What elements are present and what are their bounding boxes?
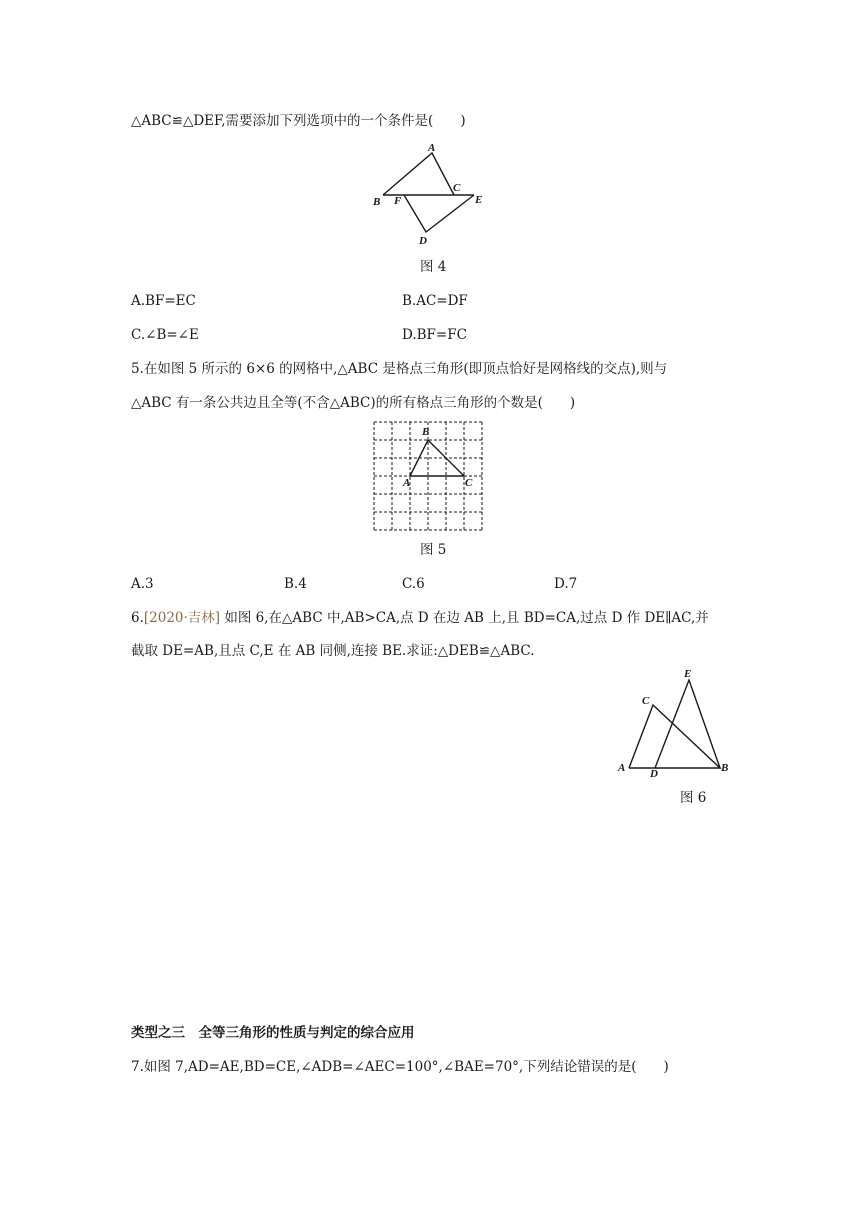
- point-b-label: B: [422, 426, 430, 438]
- q6-number: 6.: [131, 610, 144, 626]
- q4-option-d: D.BF=FC: [402, 327, 467, 343]
- q4-stem: △ABC≌△DEF,需要添加下列选项中的一个条件是( ): [131, 113, 466, 129]
- q4-option-b: B.AC=DF: [402, 293, 468, 309]
- figure-4-caption: 图 4: [420, 259, 447, 275]
- q6-stem-line2: 截取 DE=AB,且点 C,E 在 AB 同侧,连接 BE.求证:△DEB≌△ABC.: [131, 643, 535, 659]
- point-a-label: A: [403, 477, 411, 489]
- point-c-label: C: [453, 182, 461, 194]
- q5-option-c: C.6: [402, 576, 425, 592]
- point-d-label: D: [419, 235, 427, 247]
- q5-option-d: D.7: [554, 576, 578, 592]
- figure-5-caption: 图 5: [420, 542, 447, 558]
- point-a-label: A: [428, 142, 436, 154]
- point-f-label: F: [394, 195, 402, 207]
- figure-6-caption: 图 6: [680, 790, 707, 806]
- q6-source: [2020·吉林]: [143, 610, 221, 626]
- figure-6: [615, 666, 740, 778]
- triangle-deb: [655, 680, 720, 768]
- point-e-label: E: [684, 668, 692, 680]
- figure-5: [372, 420, 488, 534]
- q5-option-a: A.3: [131, 576, 154, 592]
- q4-option-c: C.∠B=∠E: [131, 327, 199, 343]
- figure-4: [370, 140, 490, 250]
- point-c-label: C: [465, 477, 473, 489]
- section-3-title: 类型之三 全等三角形的性质与判定的综合应用: [131, 1025, 415, 1041]
- q5-option-b: B.4: [284, 576, 307, 592]
- q7-stem: 7.如图 7,AD=AE,BD=CE,∠ADB=∠AEC=100°,∠BAE=70°,下列结论错误的是( ): [131, 1059, 669, 1075]
- point-a-label: A: [618, 762, 626, 774]
- point-c-label: C: [642, 695, 650, 707]
- q6-stem-line1: [131, 609, 709, 627]
- q6-text: 如图 6,在△ABC 中,AB>CA,点 D 在边 AB 上,且 BD=CA,过点 D 作 DE∥AC,并: [220, 610, 709, 626]
- point-d-label: D: [650, 768, 658, 780]
- q5-stem-line2: △ABC 有一条公共边且全等(不含△ABC)的所有格点三角形的个数是( ): [131, 395, 576, 411]
- q4-option-a: A.BF=EC: [131, 293, 196, 309]
- triangle-abc: [383, 153, 454, 195]
- point-e-label: E: [475, 194, 483, 206]
- triangle-abc: [629, 705, 720, 768]
- q5-stem-line1: 5.在如图 5 所示的 6×6 的网格中,△ABC 是格点三角形(即顶点恰好是网格线的交点),则与: [131, 361, 668, 377]
- point-b-label: B: [373, 196, 381, 208]
- point-b-label: B: [721, 762, 729, 774]
- triangle-def: [404, 195, 474, 232]
